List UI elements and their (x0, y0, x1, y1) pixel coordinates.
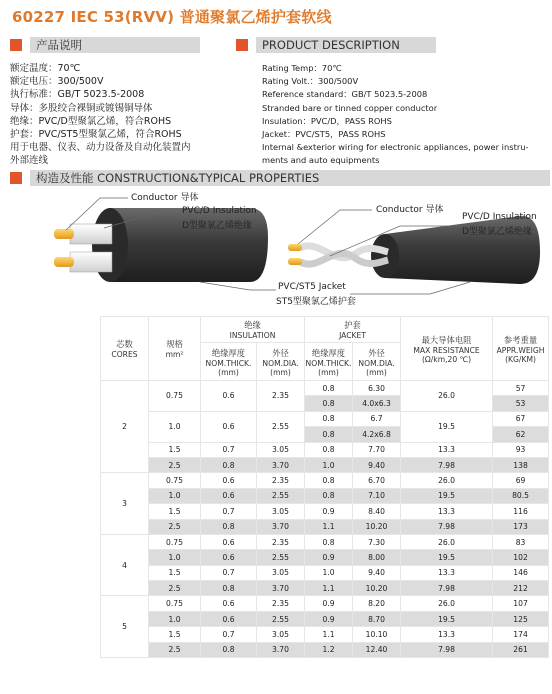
insulation-shape (70, 224, 112, 244)
table-row (101, 581, 549, 596)
table-row (101, 596, 549, 611)
cell-resistance: 7.98 (401, 581, 493, 596)
header-jacket (305, 317, 401, 343)
cell-jacket-thick: 0.9 (305, 550, 353, 565)
cell-jacket-dia: 4.0x6.3 (353, 396, 401, 411)
conductor-shape (288, 258, 302, 265)
label-jacket-cn: ST5型聚氯乙烯护套 (276, 297, 356, 307)
table-row (101, 519, 549, 534)
cell-ins-thick: 0.6 (201, 550, 257, 565)
cell-size: 1.0 (149, 550, 201, 565)
label-conductor-left: Conductor 导体 (131, 193, 199, 203)
conductor-shape (288, 244, 302, 251)
header-jthick-en: NOM.THICK. (305, 358, 352, 368)
cell-weight: 83 (493, 534, 549, 549)
cell-jacket-thick: 0.8 (305, 411, 353, 426)
header-jdia-unit: (mm) (366, 367, 387, 377)
header-jdia-cn: 外径 (368, 347, 385, 358)
cell-size: 1.0 (149, 611, 201, 626)
cell-weight: 93 (493, 442, 549, 457)
section-marker (236, 39, 248, 51)
header-jdia-en: NOM.DIA. (358, 358, 395, 368)
cell-jacket-thick: 1.2 (305, 642, 353, 657)
page-title: 60227 IEC 53(RVV) 普通聚氯乙烯护套软线 (12, 8, 332, 26)
cable-diagram (0, 182, 552, 312)
cell-weight: 174 (493, 627, 549, 642)
cell-ins-thick: 0.6 (201, 596, 257, 611)
header-cores (101, 317, 149, 381)
cell-size: 0.75 (149, 596, 201, 611)
cell-ins-dia: 2.55 (257, 411, 305, 442)
section-marker (10, 39, 22, 51)
cell-ins-dia: 3.70 (257, 581, 305, 596)
cell-weight: 67 (493, 411, 549, 426)
header-dia-en: NOM.DIA. (262, 358, 299, 368)
cell-weight: 212 (493, 581, 549, 596)
cell-size: 1.5 (149, 565, 201, 580)
spec-line: 额定温度：70℃ (10, 63, 81, 74)
header-weight (493, 317, 549, 381)
cell-ins-dia: 3.05 (257, 504, 305, 519)
conductor-shape (54, 257, 74, 267)
cell-jacket-thick: 0.8 (305, 396, 353, 411)
cell-jacket-thick: 0.8 (305, 473, 353, 488)
label-insulation-cn-right: D型聚氯乙烯绝缘 (462, 227, 532, 237)
cell-weight: 53 (493, 396, 549, 411)
cell-weight: 62 (493, 427, 549, 442)
table-row (101, 411, 549, 426)
spec-list-en (262, 62, 528, 168)
section-header-product-en (236, 36, 436, 54)
cell-ins-thick: 0.8 (201, 519, 257, 534)
cell-size: 2.5 (149, 457, 201, 472)
cell-jacket-dia: 8.20 (353, 596, 401, 611)
cell-jacket-thick: 1.1 (305, 581, 353, 596)
spec-line: Insulation：PVC/D，PASS ROHS (262, 115, 392, 126)
label-insulation-en-left: PVC/D Insulation (182, 206, 257, 216)
header-weight-en: APPR.WEIGH (496, 345, 545, 355)
header-size (149, 317, 201, 381)
cell-size: 2.5 (149, 581, 201, 596)
cell-weight: 102 (493, 550, 549, 565)
cell-jacket-dia: 9.40 (353, 565, 401, 580)
table-row (101, 611, 549, 626)
cell-jacket-dia: 12.40 (353, 642, 401, 657)
cell-ins-thick: 0.6 (201, 411, 257, 442)
spec-line: 护套：PVC/ST5型聚氯乙烯，符合ROHS (10, 129, 182, 141)
cell-jacket-dia: 9.40 (353, 457, 401, 472)
spec-table (100, 316, 549, 658)
cell-ins-dia: 3.05 (257, 565, 305, 580)
cell-cores: 3 (101, 473, 149, 535)
table-row (101, 565, 549, 580)
header-cores-cn: 芯数 (116, 339, 133, 349)
spec-line: Rating Temp：70℃ (262, 63, 342, 73)
spec-line: 执行标准：GB/T 5023.5-2008 (10, 89, 145, 101)
cell-jacket-dia: 7.30 (353, 534, 401, 549)
cell-ins-dia: 3.70 (257, 519, 305, 534)
table-row (101, 550, 549, 565)
cell-resistance: 7.98 (401, 457, 493, 472)
section-title-construction: 构造及性能 CONSTRUCTION&TYPICAL PROPERTIES (30, 170, 550, 186)
cell-jacket-dia: 10.20 (353, 581, 401, 596)
cell-weight: 57 (493, 381, 549, 396)
cell-weight: 261 (493, 642, 549, 657)
cell-jacket-dia: 6.7 (353, 411, 401, 426)
header-insulation-cn: 绝缘 (244, 320, 261, 330)
cell-resistance: 7.98 (401, 642, 493, 657)
cell-resistance: 13.3 (401, 627, 493, 642)
cell-resistance: 19.5 (401, 488, 493, 503)
cell-weight: 80.5 (493, 488, 549, 503)
spec-line: Jacket：PVC/ST5，PASS ROHS (262, 129, 386, 140)
cell-size: 0.75 (149, 473, 201, 488)
section-title-product-cn: 产品说明 (30, 37, 200, 53)
header-jthick-cn: 绝缘厚度 (311, 347, 346, 358)
spec-list-cn (10, 62, 191, 168)
cell-cores: 4 (101, 534, 149, 596)
spec-line: Rating Volt.：300/500V (262, 76, 359, 87)
header-jthick-unit: (mm) (318, 367, 339, 377)
cell-jacket-dia: 10.10 (353, 627, 401, 642)
cell-jacket-dia: 8.70 (353, 611, 401, 626)
cable-illustration (0, 182, 552, 312)
header-dia-unit: (mm) (270, 367, 291, 377)
cell-size: 1.0 (149, 488, 201, 503)
cell-jacket-thick: 0.9 (305, 504, 353, 519)
cell-jacket-dia: 8.40 (353, 504, 401, 519)
cell-jacket-thick: 0.8 (305, 442, 353, 457)
cell-size: 1.5 (149, 504, 201, 519)
cell-jacket-dia: 6.70 (353, 473, 401, 488)
header-resistance (401, 317, 493, 381)
header-cores-en: CORES (111, 350, 138, 359)
header-jacket-dia (353, 343, 401, 381)
cell-size: 1.5 (149, 442, 201, 457)
cell-jacket-dia: 10.20 (353, 519, 401, 534)
header-dia-cn: 外径 (272, 347, 289, 358)
cell-jacket-dia: 7.10 (353, 488, 401, 503)
header-thick (201, 343, 257, 381)
spec-line: Stranded bare or tinned copper conductor (262, 102, 438, 113)
header-size-cn: 规格 (166, 339, 183, 349)
table-row (101, 457, 549, 472)
cell-jacket-thick: 0.9 (305, 596, 353, 611)
cell-ins-thick: 0.7 (201, 627, 257, 642)
label-conductor-right: Conductor 导体 (376, 205, 444, 215)
cell-ins-dia: 2.55 (257, 488, 305, 503)
header-jacket-cn: 护套 (344, 320, 361, 330)
spec-line: ments and auto equipments (262, 155, 380, 166)
cell-ins-thick: 0.7 (201, 442, 257, 457)
cell-weight: 107 (493, 596, 549, 611)
header-res-cn: 最大导体电阻 (421, 334, 472, 345)
cell-ins-dia: 2.35 (257, 473, 305, 488)
cell-jacket-thick: 1.1 (305, 519, 353, 534)
cell-weight: 69 (493, 473, 549, 488)
cell-ins-thick: 0.6 (201, 473, 257, 488)
cell-jacket-dia: 8.00 (353, 550, 401, 565)
cell-jacket-thick: 1.0 (305, 457, 353, 472)
label-insulation-cn-left: D型聚氯乙烯绝缘 (182, 221, 252, 231)
cell-size: 1.0 (149, 411, 201, 442)
cell-jacket-dia: 7.70 (353, 442, 401, 457)
cell-jacket-thick: 0.9 (305, 611, 353, 626)
cell-size: 2.5 (149, 642, 201, 657)
cell-size: 1.5 (149, 627, 201, 642)
header-dia (257, 343, 305, 381)
cell-ins-thick: 0.8 (201, 581, 257, 596)
cell-resistance: 19.5 (401, 411, 493, 442)
cell-ins-dia: 3.70 (257, 457, 305, 472)
header-jacket-en: JACKET (339, 331, 366, 340)
cell-weight: 125 (493, 611, 549, 626)
cell-cores: 5 (101, 596, 149, 658)
cell-jacket-thick: 0.8 (305, 381, 353, 396)
table-row (101, 488, 549, 503)
table-row (101, 534, 549, 549)
cell-resistance: 13.3 (401, 504, 493, 519)
cell-weight: 146 (493, 565, 549, 580)
cell-ins-dia: 3.05 (257, 627, 305, 642)
insulation-shape (70, 252, 112, 272)
table-row (101, 473, 549, 488)
cell-ins-thick: 0.8 (201, 642, 257, 657)
cell-ins-dia: 2.35 (257, 596, 305, 611)
section-title-product-en: PRODUCT DESCRIPTION (256, 37, 436, 53)
cell-weight: 138 (493, 457, 549, 472)
cell-ins-thick: 0.6 (201, 534, 257, 549)
jacket-end (371, 234, 399, 278)
table-row (101, 627, 549, 642)
cell-ins-dia: 3.70 (257, 642, 305, 657)
cell-resistance: 13.3 (401, 442, 493, 457)
cell-resistance: 19.5 (401, 611, 493, 626)
header-res-unit: (Ω/km,20 ℃) (421, 354, 472, 364)
cell-weight: 173 (493, 519, 549, 534)
cell-ins-dia: 3.05 (257, 442, 305, 457)
header-insulation (201, 317, 305, 343)
header-thick-en: NOM.THICK. (205, 358, 252, 368)
conductor-shape (54, 229, 74, 239)
cell-resistance: 26.0 (401, 473, 493, 488)
cell-weight: 116 (493, 504, 549, 519)
spec-table-body (101, 381, 549, 658)
spec-line: 额定电压：300/500V (10, 76, 104, 88)
cell-ins-dia: 2.55 (257, 611, 305, 626)
spec-line: Internal &exterior wiring for electronic appliances, power instru- (262, 142, 529, 153)
cell-size: 0.75 (149, 381, 201, 412)
label-insulation-en-right: PVC/D Insulation (462, 212, 537, 222)
cell-resistance: 19.5 (401, 550, 493, 565)
table-row (101, 381, 549, 396)
spec-table-container (100, 316, 548, 682)
spec-line: 用于电器、仪表、动力设备及自动化装置内 (10, 142, 191, 154)
cell-ins-thick: 0.6 (201, 488, 257, 503)
cell-ins-thick: 0.6 (201, 611, 257, 626)
cell-ins-dia: 2.35 (257, 381, 305, 412)
cell-jacket-dia: 4.2x6.8 (353, 427, 401, 442)
cell-cores: 2 (101, 381, 149, 473)
cell-jacket-thick: 0.8 (305, 488, 353, 503)
cell-ins-thick: 0.7 (201, 504, 257, 519)
spec-line: Reference standard：GB/T 5023.5-2008 (262, 89, 428, 100)
header-res-en: MAX RESISTANCE (413, 345, 480, 355)
cell-ins-dia: 2.35 (257, 534, 305, 549)
header-thick-cn: 绝缘厚度 (211, 347, 246, 358)
cell-size: 2.5 (149, 519, 201, 534)
cell-resistance: 7.98 (401, 519, 493, 534)
cell-jacket-thick: 1.0 (305, 565, 353, 580)
header-weight-cn: 参考重量 (503, 334, 538, 345)
cell-jacket-thick: 0.8 (305, 534, 353, 549)
cell-size: 0.75 (149, 534, 201, 549)
header-insulation-en: INSULATION (229, 331, 276, 340)
table-row (101, 642, 549, 657)
table-row (101, 504, 549, 519)
cell-jacket-thick: 0.8 (305, 427, 353, 442)
spec-line: 绝缘：PVC/D型聚氯乙烯，符合ROHS (10, 115, 172, 127)
header-jacket-thick (305, 343, 353, 381)
label-jacket-en: PVC/ST5 Jacket (278, 282, 346, 292)
header-thick-unit: (mm) (218, 367, 239, 377)
cell-resistance: 26.0 (401, 596, 493, 611)
cell-ins-thick: 0.7 (201, 565, 257, 580)
section-header-product-cn (10, 36, 200, 54)
cell-ins-thick: 0.8 (201, 457, 257, 472)
cell-resistance: 26.0 (401, 534, 493, 549)
cell-ins-dia: 2.55 (257, 550, 305, 565)
header-weight-unit: (KG/KM) (505, 354, 536, 364)
table-row (101, 442, 549, 457)
cell-resistance: 26.0 (401, 381, 493, 412)
cell-jacket-dia: 6.30 (353, 381, 401, 396)
header-size-unit: mm² (165, 350, 184, 359)
spec-line: 外部连线 (10, 155, 49, 167)
cell-jacket-thick: 1.1 (305, 627, 353, 642)
cell-ins-thick: 0.6 (201, 381, 257, 412)
cell-resistance: 13.3 (401, 565, 493, 580)
spec-line: 导体：多股绞合裸铜或镀锡铜导体 (10, 102, 153, 114)
